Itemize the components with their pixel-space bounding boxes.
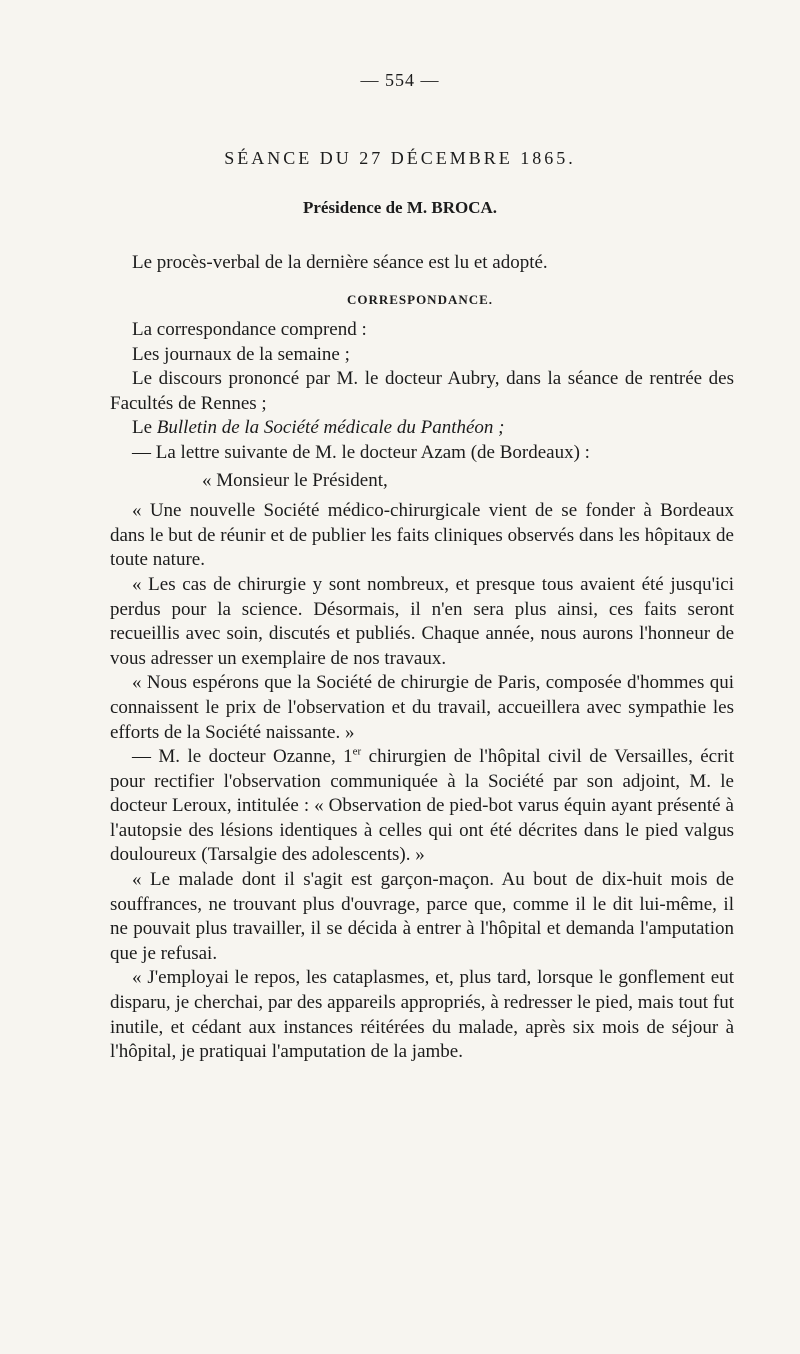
- page-number: — 554 —: [360, 70, 440, 90]
- proces-verbal-line: Le procès-verbal de la dernière séance est lu et adopté.: [132, 252, 548, 273]
- seance-title: SÉANCE DU 27 DÉCEMBRE 1865.: [224, 148, 576, 168]
- presidence-line: Présidence de M. BROCA.: [302, 198, 498, 217]
- text-run: Le: [132, 417, 157, 439]
- letter-greeting: « Monsieur le Président,: [202, 469, 388, 491]
- paragraph: La correspondance comprend :: [132, 319, 367, 340]
- paragraph: « Les cas de chirurgie y sont nombreux, et presque tous avaient été jusqu'ici perdus pour la science. Désormais, il n'en sera plus ainsi, ces faits seront recueillis avec soin, discutés et publiés. Chaque année, nous aurons l'honneur de vous adresser un exemplaire de nos travaux.: [110, 573, 734, 669]
- text-run: — M. le docteur Ozanne, 1: [132, 746, 353, 768]
- bulletin-title: Bulletin de la Société médicale du Panthéon ;: [156, 417, 505, 439]
- paragraph: « Nous espérons que la Société de chirurgie de Paris, composée d'hommes qui connaissent le prix de l'observation et du travail, accueillera avec sympathie les efforts de la Société naissante. »: [110, 672, 734, 743]
- paragraph: « Le malade dont il s'agit est garçon-maçon. Au bout de dix-huit mois de souffrances, ne trouvant plus d'ouvrage, parce que, comme il le dit lui-même, il ne pouvait plus travailler, il se décida à entrer à l'hôpital et demanda l'amputation que je refusai.: [110, 869, 734, 964]
- paragraph: [110, 416, 734, 441]
- paragraph: Le discours prononcé par M. le docteur Aubry, dans la séance de rentrée des Facultés de Rennes ;: [110, 368, 734, 414]
- paragraph: — La lettre suivante de M. le docteur Azam (de Bordeaux) :: [132, 441, 590, 463]
- paragraph: « Une nouvelle Société médico-chirurgicale vient de se fonder à Bordeaux dans le but de réunir et de publier les faits cliniques observés dans les hôpitaux de toute nature.: [110, 500, 734, 571]
- superscript: er: [352, 745, 362, 758]
- text-run: chirurgien de l'hôpital civil de Versailles, écrit pour rectifier l'observation communiquée à la Société par son adjoint, M. le docteur Leroux, intitulée : « Observation de pied-bot varus équin ayant présenté à l'autopsie des lésions identiques à celles qui ont été décrites dans le pied valgus douloureux (Tarsalgie des adolescents). »: [110, 746, 734, 866]
- paragraph: [110, 745, 734, 868]
- paragraph: Les journaux de la semaine ;: [132, 343, 350, 365]
- correspondance-heading: CORRESPONDANCE.: [346, 292, 494, 307]
- body-text: [110, 318, 734, 1065]
- paragraph: « J'employai le repos, les cataplasmes, et, plus tard, lorsque le gonflement eut disparu, je cherchai, par des appareils appropriés, à redresser le pied, mais tout fut inutile, et cédant aux instances réitérées du malade, après six mois de séjour à l'hôpital, je pratiquai l'amputation de la jambe.: [110, 967, 734, 1063]
